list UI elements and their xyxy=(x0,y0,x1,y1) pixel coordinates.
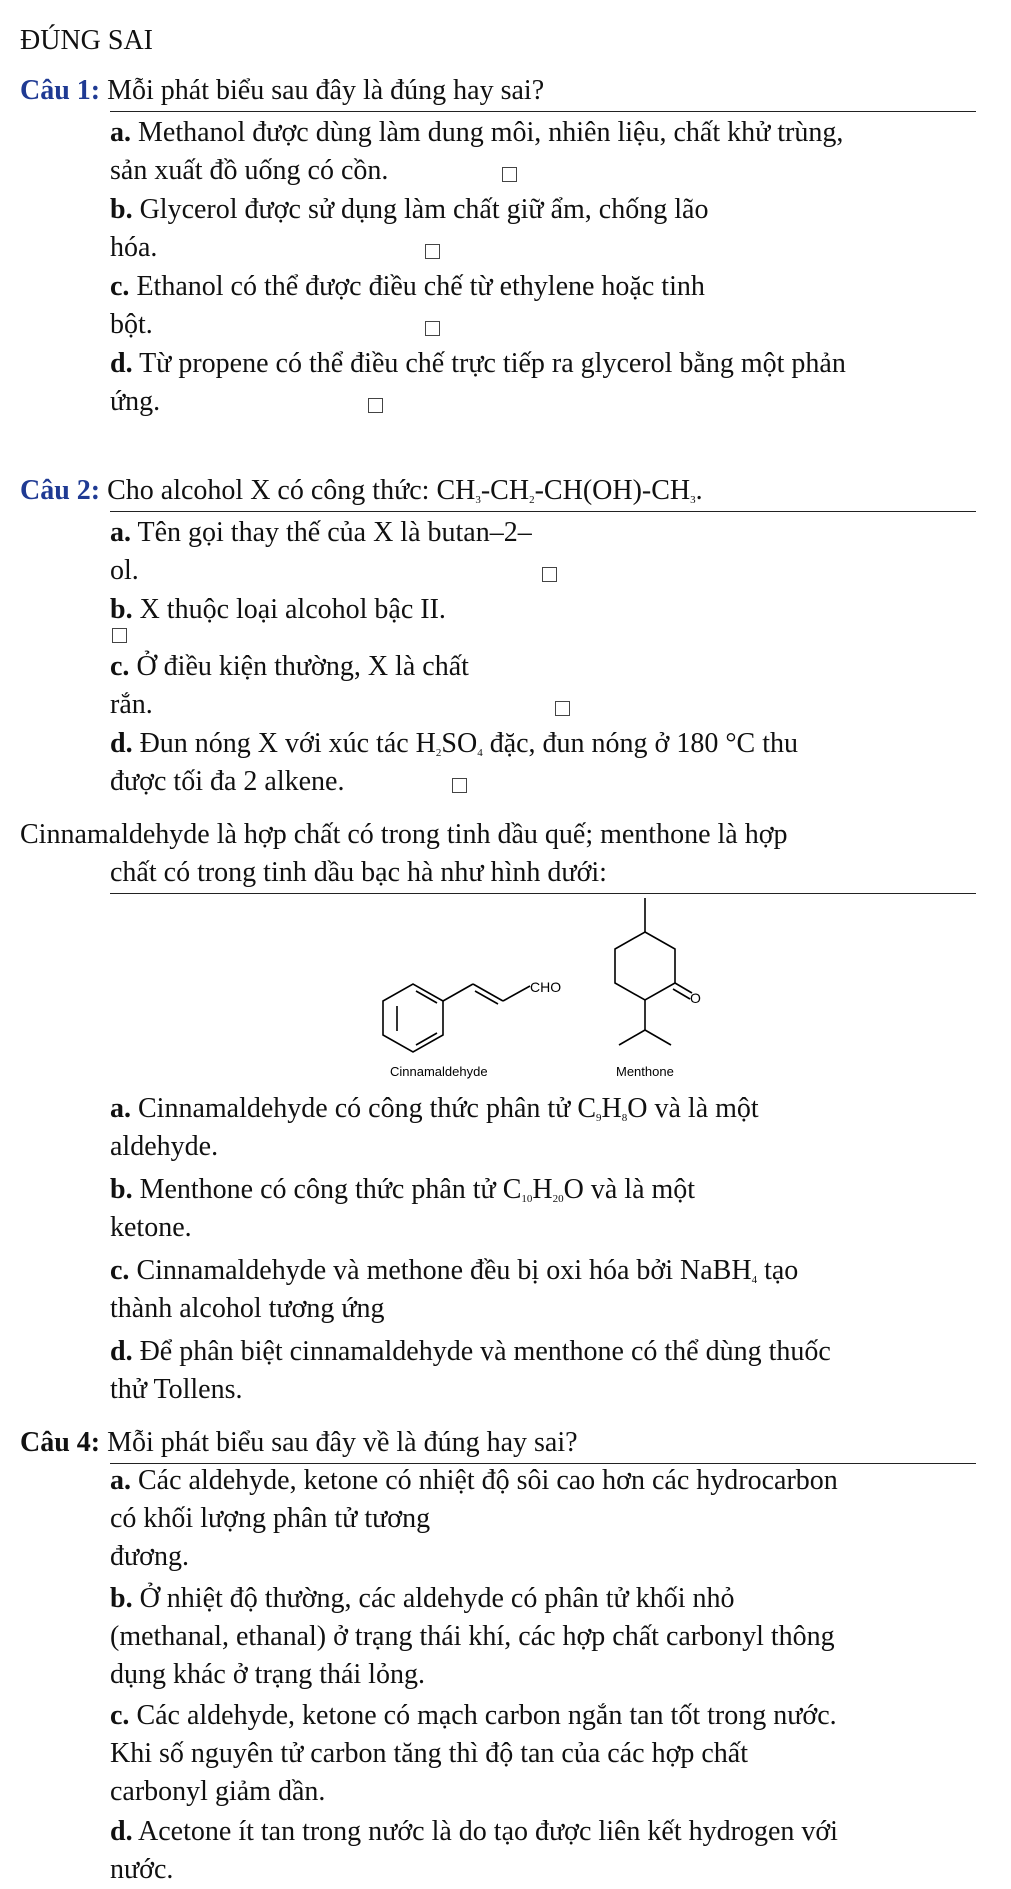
q3-b-text-post: O và là một xyxy=(563,1174,696,1205)
menthone-ring xyxy=(615,932,675,1000)
q2-b-checkbox[interactable] xyxy=(112,628,127,643)
q4-a-line1 xyxy=(110,1462,838,1500)
q4-d-line2: nước. xyxy=(110,1854,174,1885)
q4-c-line2: Khi số nguyên tử carbon tăng thì độ tan của các hợp chất xyxy=(110,1738,749,1769)
q3-c-text-post: tạo xyxy=(757,1255,799,1286)
cinnamaldehyde-caption: Cinnamaldehyde xyxy=(390,1064,488,1079)
q4-a-key: a. xyxy=(110,1465,131,1496)
benzene-ring xyxy=(383,984,443,1052)
q1-b-key: b. xyxy=(110,194,133,225)
q3-a-text-pre: Cinnamaldehyde có công thức phân tử C xyxy=(131,1093,597,1124)
q1-b-text: Glycerol được sử dụng làm chất giữ ẩm, chống lão xyxy=(132,194,709,225)
q2-d-text-post: đặc, đun nóng ở 180 °C thu xyxy=(482,728,799,759)
q1-a-text: Methanol được dùng làm dung môi, nhiên liệu, chất khử trùng, xyxy=(131,117,844,148)
q3-b-line2: ketone. xyxy=(110,1212,192,1243)
q2-c-key: c. xyxy=(110,651,130,682)
q2-d-text-mid: SO xyxy=(441,728,478,759)
formula-part-1: -CH xyxy=(480,475,530,506)
q2-d-line1 xyxy=(110,725,798,763)
question-4-prompt: Mỗi phát biểu sau đây về là đúng hay sai? xyxy=(100,1427,578,1458)
formula-sub-2: 2 xyxy=(529,494,535,506)
cho-label: CHO xyxy=(530,979,562,995)
q4-d-line1 xyxy=(110,1813,838,1851)
q4-b-key: b. xyxy=(110,1583,133,1614)
q2-b-key: b. xyxy=(110,594,133,625)
formula-sub-1: 3 xyxy=(475,494,481,506)
menthone-caption: Menthone xyxy=(616,1064,674,1079)
q4-c-line1 xyxy=(110,1697,837,1735)
question-1-label: Câu 1: xyxy=(20,75,101,106)
q1-a-key: a. xyxy=(110,117,131,148)
q2-c-text: Ở điều kiện thường, X là chất xyxy=(129,651,469,682)
q1-d-checkbox[interactable] xyxy=(368,398,383,413)
q1-d-text: Từ propene có thể điều chế trực tiếp ra glycerol bằng một phản xyxy=(132,348,846,379)
q4-d-text: Acetone ít tan trong nước là do tạo được liên kết hydrogen với xyxy=(132,1816,838,1847)
q3-d-key: d. xyxy=(110,1336,133,1367)
q1-c-text: Ethanol có thể được điều chế từ ethylene hoặc tinh xyxy=(129,271,705,302)
benzene-double-3 xyxy=(416,1033,437,1045)
q3-d-text: Để phân biệt cinnamaldehyde và menthone có thể dùng thuốc xyxy=(132,1336,831,1367)
q4-a-line2: có khối lượng phân tử tương xyxy=(110,1503,431,1534)
q2-d-sub-2: 4 xyxy=(477,747,483,759)
structures-figure xyxy=(370,890,740,1091)
menthone-structure xyxy=(615,898,692,1045)
benzene-double-2 xyxy=(416,991,437,1003)
section-title: ĐÚNG SAI xyxy=(20,25,153,56)
q4-a-line3: đương. xyxy=(110,1541,189,1572)
q3-a-line1 xyxy=(110,1090,759,1128)
q2-d-text-pre: Đun nóng X với xúc tác H xyxy=(132,728,436,759)
q1-d-line2: ứng. xyxy=(110,386,161,417)
q4-c-key: c. xyxy=(110,1700,130,1731)
q4-b-text: Ở nhiệt độ thường, các aldehyde có phân tử khối nhỏ xyxy=(132,1583,735,1614)
q2-d-key: d. xyxy=(110,728,133,759)
q1-d-line1 xyxy=(110,345,846,383)
q3-b-sub-1: 10 xyxy=(521,1193,533,1205)
q3-a-key: a. xyxy=(110,1093,131,1124)
q3-b-key: b. xyxy=(110,1174,133,1205)
cinnamaldehyde-structure xyxy=(383,984,530,1052)
q4-d-key: d. xyxy=(110,1816,133,1847)
q1-d-key: d. xyxy=(110,348,133,379)
q3-c-key: c. xyxy=(110,1255,130,1286)
q2-d-sub-1: 2 xyxy=(435,747,442,759)
q2-a-checkbox[interactable] xyxy=(542,567,557,582)
q1-a-line2: sản xuất đồ uống có cồn. xyxy=(110,155,389,186)
q2-d-line2: được tối đa 2 alkene. xyxy=(110,766,345,797)
q4-c-line3: carbonyl giảm dần. xyxy=(110,1776,326,1807)
oxygen-label: O xyxy=(690,990,701,1006)
q4-a-text: Các aldehyde, ketone có nhiệt độ sôi cao hơn các hydrocarbon xyxy=(131,1465,838,1496)
q2-b-text: X thuộc loại alcohol bậc II. xyxy=(132,594,446,625)
q2-c-line1 xyxy=(110,648,469,686)
q3-c-line1 xyxy=(110,1252,798,1290)
q3-c-line2: thành alcohol tương ứng xyxy=(110,1293,385,1324)
cinnamaldehyde-chain-double xyxy=(475,991,498,1004)
q4-b-line3: dụng khác ở trạng thái lỏng. xyxy=(110,1659,425,1690)
q2-a-line2: ol. xyxy=(110,555,139,586)
q1-c-line2: bột. xyxy=(110,309,153,340)
menthone-isopropyl-left xyxy=(619,1030,645,1045)
q2-a-text: Tên gọi thay thế của X là butan–2– xyxy=(131,517,532,548)
q3-a-sub-2: 8 xyxy=(621,1112,628,1124)
formula-sub-3: 3 xyxy=(690,494,696,506)
cinnamaldehyde-chain-3 xyxy=(503,986,530,1001)
q1-b-checkbox[interactable] xyxy=(425,244,440,259)
q1-c-key: c. xyxy=(110,271,130,302)
q1-a-line1 xyxy=(110,114,843,152)
q2-a-key: a. xyxy=(110,517,131,548)
question-1-rule xyxy=(110,111,976,112)
q2-b-line1 xyxy=(110,591,446,629)
q3-d-line2: thử Tollens. xyxy=(110,1374,243,1405)
q3-c-text-pre: Cinnamaldehyde và methone đều bị oxi hóa bởi NaBH xyxy=(129,1255,752,1286)
q4-b-line1 xyxy=(110,1580,734,1618)
question-2-prompt: Cho alcohol X có công thức: CH xyxy=(100,475,476,506)
question-2-heading xyxy=(20,472,703,510)
q1-b-line1 xyxy=(110,191,708,229)
q4-b-line2: (methanal, ethanal) ở trạng thái khí, các hợp chất carbonyl thông xyxy=(110,1621,835,1652)
q1-c-line1 xyxy=(110,268,705,306)
q3-d-line1 xyxy=(110,1333,831,1371)
q1-c-checkbox[interactable] xyxy=(425,321,440,336)
q3-a-sub-1: 9 xyxy=(596,1112,602,1124)
q3-intro-line1: Cinnamaldehyde là hợp chất có trong tinh dầu quế; menthone là hợp xyxy=(20,819,788,850)
q3-a-text-post: O và là một xyxy=(627,1093,759,1124)
q3-a-line2: aldehyde. xyxy=(110,1131,219,1162)
menthone-isopropyl-right xyxy=(645,1030,671,1045)
q3-b-sub-2: 20 xyxy=(552,1193,564,1205)
question-1-prompt: Mỗi phát biểu sau đây là đúng hay sai? xyxy=(100,75,545,106)
q1-a-checkbox[interactable] xyxy=(502,167,517,182)
question-4-heading xyxy=(20,1424,578,1462)
question-2-rule xyxy=(110,511,976,512)
q2-c-checkbox[interactable] xyxy=(555,701,570,716)
question-2-label: Câu 2: xyxy=(20,475,101,506)
q3-b-text-mid: H xyxy=(532,1174,553,1205)
cinnamaldehyde-chain-1 xyxy=(443,984,473,1001)
q2-a-line1 xyxy=(110,514,532,552)
formula-part-2: -CH(OH)-CH xyxy=(534,475,691,506)
q3-c-sub-1: 4 xyxy=(751,1274,758,1286)
q2-d-checkbox[interactable] xyxy=(452,778,467,793)
q1-b-line2: hóa. xyxy=(110,232,158,263)
formula-end: . xyxy=(695,475,703,506)
question-1-heading xyxy=(20,72,544,110)
q4-c-text: Các aldehyde, ketone có mạch carbon ngắn tan tốt trong nước. xyxy=(129,1700,837,1731)
structures-svg xyxy=(370,890,740,1080)
question-4-label: Câu 4: xyxy=(20,1427,101,1458)
q3-a-text-mid: H xyxy=(601,1093,622,1124)
q3-intro-line2: chất có trong tinh dầu bạc hà như hình dưới: xyxy=(110,857,607,888)
q3-b-line1 xyxy=(110,1171,695,1209)
q2-c-line2: rắn. xyxy=(110,689,153,720)
q3-b-text-pre: Menthone có công thức phân tử C xyxy=(132,1174,522,1205)
